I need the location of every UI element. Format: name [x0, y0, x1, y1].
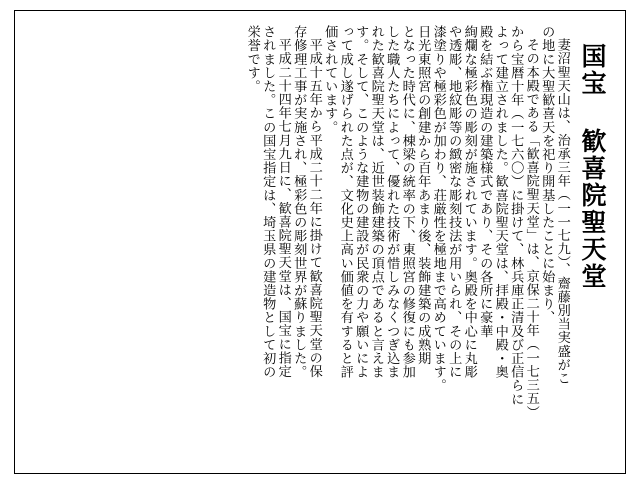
- text-column: って成し遂げられた点が、文化史上高い価値を有すると評: [337, 25, 353, 379]
- text-column: や透彫、地紋彫等の緻密な彫刻技法が用いられ、その上に: [446, 25, 462, 379]
- text-column: 栄誉です。: [244, 25, 260, 93]
- text-column: 漆塗りや極彩色が加わり、荘厳性を極地まで高めています。: [430, 25, 446, 393]
- page-title: 国宝 歓喜院聖天堂: [578, 43, 607, 290]
- text-column: 日光東照宮の創建から百年あまり後、装飾建築の成熟期: [415, 25, 431, 365]
- text-column: その本殿である「歓喜院聖天堂」は、京保二十年（一七三五）: [523, 38, 539, 419]
- body-text: [243, 25, 569, 461]
- text-column: よって建立されました。歓喜院聖天堂は、拝殿・中殿・奥: [492, 25, 508, 379]
- text-column: 絢爛な極彩色の彫刻が施されています。奥殿を中心に丸彫: [461, 25, 477, 379]
- text-column: 価されています。: [322, 25, 338, 134]
- text-column: 妻沼聖天山は、治承三年（一一七九）、齋藤別当実盛がこ: [554, 38, 570, 385]
- text-column: されました。この国宝指定は、埼玉県の建造物として初の: [260, 25, 276, 379]
- text-column: 殿を結ぶ権現造の建築様式であり、その各所に豪華: [477, 25, 493, 338]
- document-content: [15, 11, 625, 473]
- text-column: れた歓喜院聖天堂は、近世装飾建築の頂点であると言えま: [368, 25, 384, 379]
- text-column: 平成十五年から平成二十二年に掛けて歓喜院聖天堂の保: [306, 38, 322, 378]
- text-column: となった時代に、棟梁の統率の下、東照宮の修復にも参加: [399, 25, 415, 379]
- text-column: の地に大聖歓喜天を祀り開基したことに始まり、: [539, 25, 555, 325]
- text-column: 存修理工事が実施され、極彩色の彫刻世界が蘇りました。: [291, 25, 307, 379]
- text-column: した職人たちによって、優れた技術が惜しみなくつぎ込ま: [384, 25, 400, 379]
- text-column: す。そして、このような建物の建設が民衆の力や願いによ: [353, 25, 369, 379]
- text-column: 平成二十四年七月九日に、歓喜院聖天堂は、国宝に指定: [275, 38, 291, 378]
- text-column: から宝暦十年（一七六〇）に掛けて、林兵庫正清及び正信らに: [508, 25, 524, 406]
